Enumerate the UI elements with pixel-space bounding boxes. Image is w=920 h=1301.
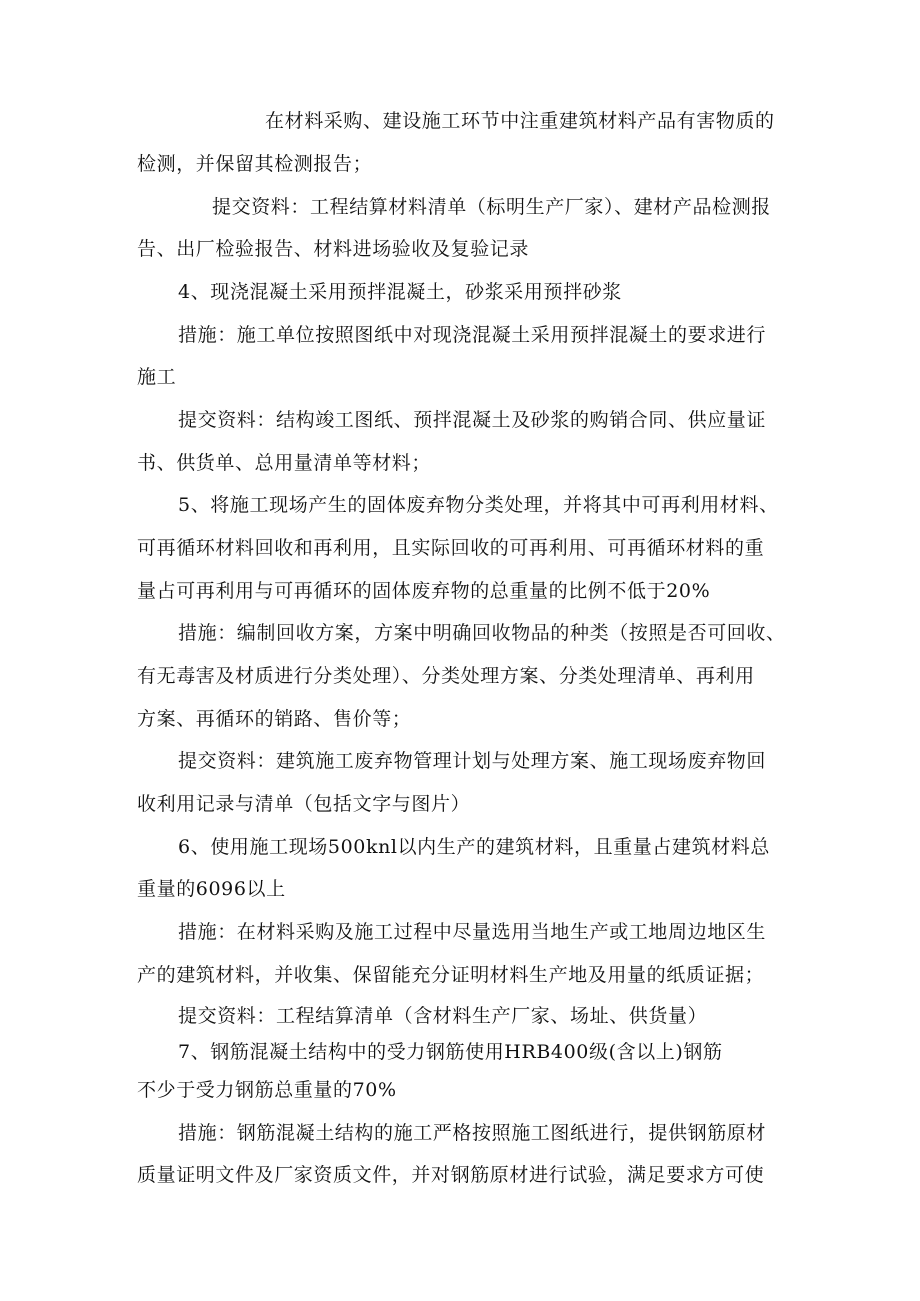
text-line: 措施：在材料采购及施工过程中尽量选用当地生产或工地周边地区生 [178,921,767,943]
text-line: 可再循环材料回收和再利用，且实际回收的可再利用、可再循环材料的重 [137,537,765,559]
section-heading: 5、将施工现场产生的固体废弃物分类处理，并将其中可再利用材料、 [178,494,779,516]
text-line: 告、出厂检验报告、材料进场验收及复验记录 [137,238,530,260]
text-line: 提交资料：工程结算材料清单（标明生产厂家）、建材产品检测报 [212,196,771,218]
text-line: 方案、再循环的销路、售价等； [137,708,412,730]
text-line: 检测，并保留其检测报告； [137,153,373,175]
section-heading: 4、现浇混凝土采用预拌混凝土，砂浆采用预拌砂浆 [178,281,622,303]
text-line: 措施：钢筋混凝土结构的施工严格按照施工图纸进行，提供钢筋原材 [178,1122,767,1144]
text-line: 不少于受力钢筋总重量的70% [137,1079,397,1101]
text-line: 在材料采购、建设施工环节中注重建筑材料产品有害物质的 [265,110,775,132]
text-line: 产的建筑材料，并收集、保留能充分证明材料生产地及用量的纸质证据； [137,964,765,986]
text-line: 措施：施工单位按照图纸中对现浇混凝土采用预拌混凝土的要求进行 [178,324,767,346]
text-line: 书、供货单、总用量清单等材料； [137,452,432,474]
text-line: 量占可再利用与可再循环的固体废弃物的总重量的比例不低于20% [137,580,711,602]
text-line: 重量的6096以上 [137,878,286,900]
text-line: 措施：编制回收方案，方案中明确回收物品的种类（按照是否可回收、 [178,622,786,644]
text-line: 提交资料：建筑施工废弃物管理计划与处理方案、施工现场废弃物回 [178,750,767,772]
section-heading: 7、钢筋混凝土结构中的受力钢筋使用HRB400级(含以上)钢筋 [178,1041,723,1063]
text-line: 收利用记录与清单（包括文字与图片） [137,793,471,815]
section-heading: 6、使用施工现场500knl以内生产的建筑材料，且重量占建筑材料总 [178,836,770,858]
text-line: 质量证明文件及厂家资质文件，并对钢筋原材进行试验，满足要求方可使 [137,1164,765,1186]
text-line: 有无毒害及材质进行分类处理）、分类处理方案、分类处理清单、再利用 [137,665,755,687]
text-line: 施工 [137,366,177,388]
text-line: 提交资料：结构竣工图纸、预拌混凝土及砂浆的购销合同、供应量证 [178,409,767,431]
text-line: 提交资料：工程结算清单（含材料生产厂家、场址、供货量） [178,1005,708,1027]
